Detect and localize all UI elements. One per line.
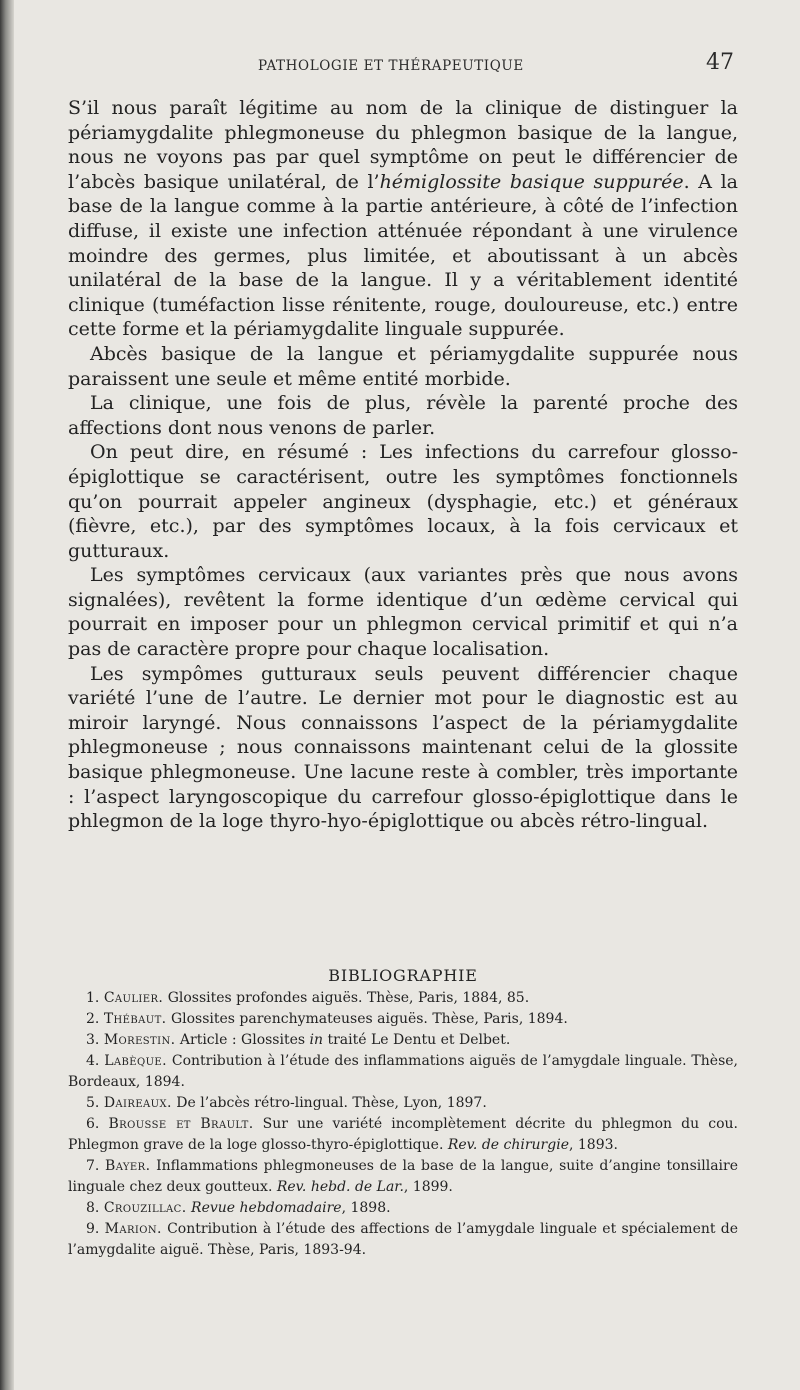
paragraph-6: Les sympômes gutturaux seuls peuvent différencier chaque variété l’une de l’autre. Le dernier mot pour le diagnostic est au miroir laryngé. Nous connaissons l’aspect de la périamygdalite phlegmoneuse ; nous connaissons maintenant celui de la glossite basique phlegmoneuse. Une lacune reste à combler, très importante : l’aspect laryngoscopique du carrefour glosso-épiglottique dans le phlegmon de la loge thyro-hyo-épiglottique ou abcès rétro-lingual.: [68, 662, 738, 833]
paragraph-1-text-a: S’il nous paraît légitime au nom de la clinique de distinguer la périamygdalite phlegmoneuse du phlegmon basique de la langue, nous ne voyons pas par quel symptôme on peut le différencier de l’abcès basique unilatéral, de l’: [68, 97, 738, 193]
entry-number: 2.: [86, 1011, 100, 1027]
entry-number: 9.: [86, 1221, 100, 1237]
running-head: PATHOLOGIE ET THÉRAPEUTIQUE: [258, 58, 524, 74]
entry-text: Article : Glossites: [175, 1032, 310, 1048]
entry-author: Crouzillac.: [103, 1200, 187, 1216]
paragraph-1-text-b: . A la base de la langue comme à la partie antérieure, à côté de l’infection diffuse, il existe une infection atténuée répondant à une virulence moindre des germes, plus limitée, et aboutissant à un abcès unilatéral de la base de la langue. Il y a véritablement identité clinique (tuméfaction lisse rénitente, rouge, douloureuse, etc.) entre cette forme et la périamygdalite linguale suppurée.: [68, 170, 738, 341]
entry-text: Sur une variété incomplètement décrite du phlegmon du cou. Phlegmon grave de la loge glosso-thyro-épiglottique.: [68, 1116, 738, 1153]
entry-author: Thébaut.: [103, 1011, 167, 1027]
entry-number: 6.: [86, 1116, 100, 1132]
entry-text: Glossites profondes aiguës. Thèse, Paris, 1884, 85.: [163, 990, 530, 1006]
bibliography-entry: [68, 1030, 738, 1051]
bibliography-heading: BIBLIOGRAPHIE: [328, 966, 478, 985]
entry-text: Contribution à l’étude des affections de l’amygdale linguale et spécialement de l’amygdalite aiguë. Thèse, Paris, 1893-94.: [68, 1221, 738, 1258]
entry-italic: in: [309, 1032, 324, 1048]
paragraph-1: [68, 96, 738, 342]
page-number: 47: [706, 50, 734, 75]
entry-author: Caulier.: [103, 990, 164, 1006]
entry-number: 5.: [86, 1095, 100, 1111]
bibliography-entry: [68, 1114, 738, 1156]
bibliography-entry: [68, 1093, 738, 1114]
bibliography-entry: [68, 1156, 738, 1198]
entry-italic: Revue hebdomadaire: [191, 1200, 342, 1216]
entry-text: Glossites parenchymateuses aiguës. Thèse, Paris, 1894.: [166, 1011, 568, 1027]
entry-author: Marion.: [104, 1221, 162, 1237]
entry-author: Morestin.: [103, 1032, 176, 1048]
entry-author: Bayer.: [105, 1158, 151, 1174]
entry-text: Contribution à l’étude des inflammations aiguës de l’amygdale linguale. Thèse, Bordeaux, 1894.: [68, 1053, 738, 1090]
entry-number: 3.: [86, 1032, 100, 1048]
entry-tail: traité Le Dentu et Delbet.: [323, 1032, 511, 1048]
entry-number: 8.: [86, 1200, 100, 1216]
entry-author: Brousse et Brault.: [108, 1116, 254, 1132]
bibliography-entry: [68, 1198, 738, 1219]
bibliography-entry: [68, 1219, 738, 1261]
paragraph-2: Abcès basique de la langue et périamygdalite suppurée nous paraissent une seule et même entité morbide.: [68, 342, 738, 390]
entry-italic: Rev. hebd. de Lar.: [276, 1179, 404, 1195]
bibliography-entry: [68, 1051, 738, 1093]
bibliography-list: [68, 988, 738, 1261]
bibliography-entry: [68, 1009, 738, 1030]
paragraph-4: On peut dire, en résumé : Les infections du carrefour glosso-épiglottique se caractérisent, outre les symptômes fonctionnels qu’on pourrait appeler angineux (dysphagie, etc.) et généraux (fièvre, etc.), par des symptômes locaux, à la fois cervicaux et gutturaux.: [68, 441, 738, 562]
entry-tail: , 1898.: [341, 1200, 391, 1216]
entry-number: 4.: [86, 1053, 100, 1069]
paragraph-1-italic-term: hémiglossite basique suppurée: [379, 170, 684, 193]
entry-text: Inflammations phlegmoneuses de la base de la langue, suite d’angine tonsillaire linguale chez deux goutteux.: [68, 1158, 738, 1195]
entry-author: Daireaux.: [103, 1095, 172, 1111]
paragraph-3: La clinique, une fois de plus, révèle la parenté proche des affections dont nous venons de parler.: [68, 392, 738, 439]
entry-tail: , 1893.: [568, 1137, 618, 1153]
entry-text: De l’abcès rétro-lingual. Thèse, Lyon, 1897.: [171, 1095, 487, 1111]
body-text: [68, 96, 738, 834]
paragraph-5: Les symptômes cervicaux (aux variantes près que nous avons signalées), revêtent la forme identique d’un œdème cervical qui pourrait en imposer pour un phlegmon cervical primitif et qui n’a pas de caractère propre pour chaque localisation.: [68, 564, 738, 661]
entry-number: 7.: [86, 1158, 100, 1174]
bibliography-entry: [68, 988, 738, 1009]
entry-number: 1.: [86, 990, 100, 1006]
entry-tail: , 1899.: [403, 1179, 453, 1195]
entry-italic: Rev. de chirurgie: [447, 1137, 569, 1153]
entry-author: Labèque.: [104, 1053, 167, 1069]
